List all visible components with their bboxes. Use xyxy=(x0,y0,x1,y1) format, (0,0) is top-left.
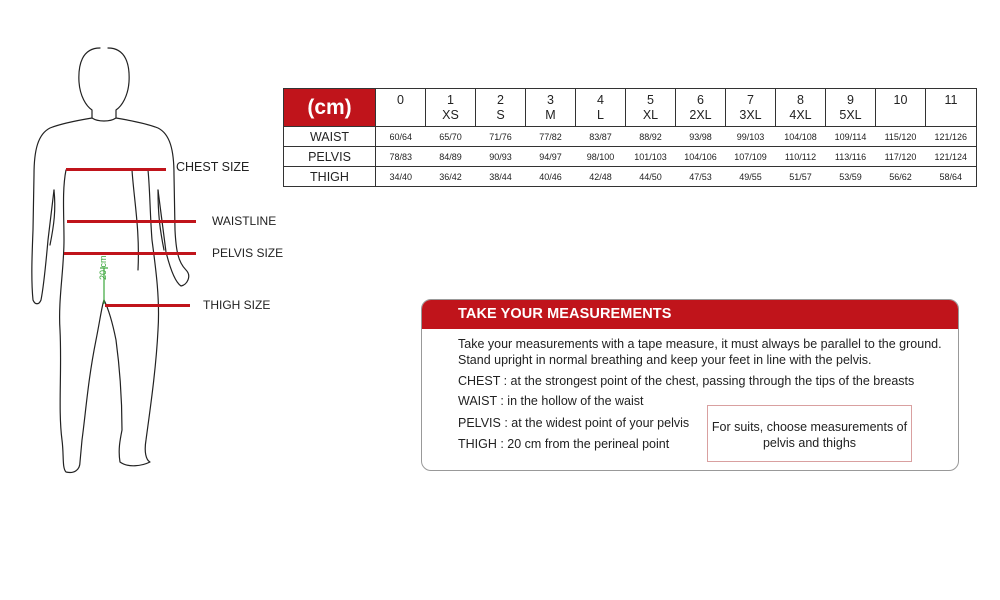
size-col-6 xyxy=(676,89,726,127)
size-letter: 3XL xyxy=(739,107,762,122)
table-cell: 104/106 xyxy=(676,147,726,167)
thigh-row xyxy=(284,167,977,187)
row-label-pelvis: PELVIS xyxy=(284,147,376,167)
measurements-panel xyxy=(421,299,959,471)
row-label-thigh: THIGH xyxy=(284,167,376,187)
waist-instruction: WAIST : in the hollow of the waist xyxy=(458,394,644,408)
size-letter: XL xyxy=(642,107,659,122)
size-col-7 xyxy=(726,89,776,127)
size-col-4 xyxy=(576,89,626,127)
size-num: 5 xyxy=(647,92,654,107)
measurements-title: TAKE YOUR MEASUREMENTS xyxy=(422,300,958,329)
table-cell: 101/103 xyxy=(626,147,676,167)
table-cell: 117/120 xyxy=(876,147,926,167)
size-letter: S xyxy=(496,107,505,122)
size-letter: 5XL xyxy=(839,107,862,122)
table-cell: 110/112 xyxy=(776,147,826,167)
table-cell: 56/62 xyxy=(876,167,926,187)
table-cell: 104/108 xyxy=(776,127,826,147)
table-cell: 121/126 xyxy=(926,127,977,147)
table-cell: 109/114 xyxy=(826,127,876,147)
thigh-size-label: THIGH SIZE xyxy=(203,298,271,312)
size-letter xyxy=(376,108,425,123)
size-num: 0 xyxy=(397,92,404,107)
intro-line-2: Stand upright in normal breathing and keep your feet in line with the pelvis. xyxy=(458,353,872,367)
size-letter: M xyxy=(545,107,556,122)
size-col-1 xyxy=(426,89,476,127)
size-letter xyxy=(926,108,976,123)
size-num: 11 xyxy=(944,92,958,107)
table-cell: 78/83 xyxy=(376,147,426,167)
table-cell: 47/53 xyxy=(676,167,726,187)
size-col-5 xyxy=(626,89,676,127)
table-cell: 115/120 xyxy=(876,127,926,147)
size-num: 3 xyxy=(547,92,554,107)
size-col-3 xyxy=(526,89,576,127)
pelvis-size-label: PELVIS SIZE xyxy=(212,246,284,260)
size-letter xyxy=(876,108,925,123)
thigh-offset-label: 20 cm xyxy=(98,255,108,280)
unit-cell: (cm) xyxy=(284,89,376,127)
table-cell: 58/64 xyxy=(926,167,977,187)
pelvis-instruction: PELVIS : at the widest point of your pelvis xyxy=(458,416,690,430)
size-chart-table xyxy=(283,88,977,187)
row-label-waist: WAIST xyxy=(284,127,376,147)
table-cell: 88/92 xyxy=(626,127,676,147)
table-cell: 42/48 xyxy=(576,167,626,187)
table-cell: 71/76 xyxy=(476,127,526,147)
table-cell: 60/64 xyxy=(376,127,426,147)
size-letter: 2XL xyxy=(689,107,712,122)
waistline-label: WAISTLINE xyxy=(212,214,277,228)
size-col-9 xyxy=(826,89,876,127)
table-cell: 93/98 xyxy=(676,127,726,147)
table-cell: 121/124 xyxy=(926,147,977,167)
chest-instruction: CHEST : at the strongest point of the chest, passing through the tips of the breasts xyxy=(458,374,915,388)
size-letter: 4XL xyxy=(789,107,812,122)
size-num: 9 xyxy=(847,92,854,107)
table-cell: 107/109 xyxy=(726,147,776,167)
suit-note: For suits, choose measurements of pelvis and thighs xyxy=(707,405,912,462)
table-cell: 51/57 xyxy=(776,167,826,187)
table-cell: 40/46 xyxy=(526,167,576,187)
pelvis-row xyxy=(284,147,977,167)
table-cell: 34/40 xyxy=(376,167,426,187)
waist-row xyxy=(284,127,977,147)
size-num: 7 xyxy=(747,92,754,107)
table-cell: 113/116 xyxy=(826,147,876,167)
table-cell: 99/103 xyxy=(726,127,776,147)
size-col-2 xyxy=(476,89,526,127)
size-num: 2 xyxy=(497,92,504,107)
table-cell: 83/87 xyxy=(576,127,626,147)
table-cell: 53/59 xyxy=(826,167,876,187)
table-cell: 38/44 xyxy=(476,167,526,187)
table-cell: 90/93 xyxy=(476,147,526,167)
table-cell: 77/82 xyxy=(526,127,576,147)
size-letter: XS xyxy=(442,107,459,122)
intro-line-1: Take your measurements with a tape measure, it must always be parallel to the ground. xyxy=(458,337,942,351)
thigh-instruction: THIGH : 20 cm from the perineal point xyxy=(458,437,670,451)
chest-size-label: CHEST SIZE xyxy=(176,160,250,174)
body-figure xyxy=(0,0,300,600)
size-num: 8 xyxy=(797,92,804,107)
size-header-row xyxy=(284,89,977,127)
size-col-11 xyxy=(926,89,977,127)
table-cell: 65/70 xyxy=(426,127,476,147)
size-col-10 xyxy=(876,89,926,127)
size-col-0 xyxy=(376,89,426,127)
size-num: 4 xyxy=(597,92,604,107)
size-num: 10 xyxy=(893,92,908,107)
table-cell: 49/55 xyxy=(726,167,776,187)
size-num: 6 xyxy=(697,92,704,107)
size-col-8 xyxy=(776,89,826,127)
table-cell: 84/89 xyxy=(426,147,476,167)
table-cell: 94/97 xyxy=(526,147,576,167)
size-num: 1 xyxy=(447,92,454,107)
size-letter: L xyxy=(597,107,604,122)
table-cell: 36/42 xyxy=(426,167,476,187)
table-cell: 44/50 xyxy=(626,167,676,187)
table-cell: 98/100 xyxy=(576,147,626,167)
